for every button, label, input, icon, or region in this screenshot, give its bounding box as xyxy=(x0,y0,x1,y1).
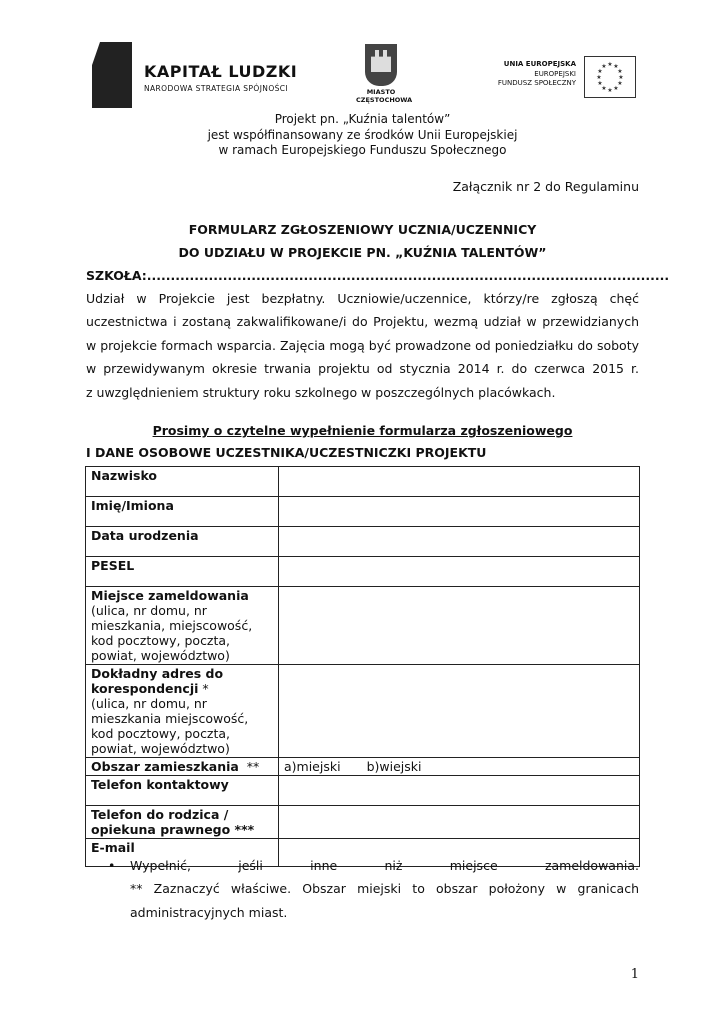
svg-text:★: ★ xyxy=(596,74,602,81)
adres-note: (ulica, nr domu, nr mieszkania miejscowość, kod pocztowy, poczta, powiat, województwo) xyxy=(91,696,249,756)
svg-text:★: ★ xyxy=(601,85,607,92)
kapital-ludzki-subtitle: NARODOWA STRATEGIA SPÓJNOŚCI xyxy=(144,84,289,93)
label-data-urodzenia: Data urodzenia xyxy=(86,527,279,557)
svg-text:★: ★ xyxy=(618,74,624,81)
form-title-line-2: DO UDZIAŁU W PROJEKCIE PN. „KUŹNIA TALENTÓW” xyxy=(178,245,547,260)
label-telefon: Telefon kontaktowy xyxy=(86,776,279,806)
eu-logo-line1: UNIA EUROPEJSKA xyxy=(503,60,576,68)
input-miejsce-zameldowania[interactable] xyxy=(279,587,640,665)
label-nazwisko: Nazwisko xyxy=(86,467,279,497)
table-row xyxy=(86,557,640,587)
label-miejsce-zameldowania: Miejsce zameldowania (ulica, nr domu, nr mieszkania, miejscowość, kod pocztowy, poczta, powiat, województwo) xyxy=(86,587,279,665)
input-nazwisko[interactable] xyxy=(279,467,640,497)
description-line: uczestnictwa i zostaną zakwalifikowane/i do Projektu, wezmą udział w przewidzianych xyxy=(86,314,639,330)
input-telefon-rodzica[interactable] xyxy=(279,806,640,839)
intro-line-2: jest współfinansowany ze środków Unii Europejskiej xyxy=(207,128,518,142)
intro-line-1: Projekt pn. „Kuźnia talentów” xyxy=(274,112,451,126)
svg-text:★: ★ xyxy=(597,68,603,75)
label-adres-korespondencji: Dokładny adres do korespondencji * (ulica, nr domu, nr mieszkania miejscowość, kod pocztowy, poczta, powiat, województwo) xyxy=(86,665,279,758)
kapital-ludzki-mark-icon xyxy=(92,42,132,108)
table-row xyxy=(86,587,640,665)
input-obszar-zamieszkania xyxy=(279,758,640,776)
input-pesel[interactable] xyxy=(279,557,640,587)
request-heading: Prosimy o czytelne wypełnienie formularza zgłoszeniowego xyxy=(152,423,573,438)
description-paragraph xyxy=(86,287,639,404)
city-logo-line1: MIASTO xyxy=(366,88,396,96)
table-row xyxy=(86,467,640,497)
description-line: z uwzględnieniem struktury roku szkolnego w poszczególnych placówkach. xyxy=(86,384,556,400)
table-row xyxy=(86,806,640,839)
eu-logo-line3: FUNDUSZ SPOŁECZNY xyxy=(497,79,576,87)
page-number: 1 xyxy=(630,967,639,982)
description-line: w przewidywanym okresie trwania projektu od stycznia 2014 r. do czerwca 2015 r. xyxy=(86,361,639,377)
svg-text:★: ★ xyxy=(601,63,607,70)
label-pesel: PESEL xyxy=(86,557,279,587)
footnotes xyxy=(130,854,639,924)
school-field[interactable]: SZKOŁA:.............................................................................................................. xyxy=(86,268,670,283)
description-line: w projekcie formach wsparcia. Zajęcia mogą być prowadzone od poniedziałku do soboty xyxy=(86,337,639,353)
input-telefon[interactable] xyxy=(279,776,640,806)
section-1-heading: I DANE OSOBOWE UCZESTNIKA/UCZESTNICZKI PROJEKTU xyxy=(86,445,487,460)
miejsce-note: (ulica, nr domu, nr mieszkania, miejscowość, kod pocztowy, poczta, powiat, województwo) xyxy=(91,603,253,663)
table-row xyxy=(86,758,640,776)
label-telefon-rodzica: Telefon do rodzica / opiekuna prawnego *** xyxy=(86,806,279,839)
table-row xyxy=(86,776,640,806)
svg-text:★: ★ xyxy=(607,61,613,68)
form-title-line-1: FORMULARZ ZGŁOSZENIOWY UCZNIA/UCZENNICY xyxy=(188,222,537,237)
table-row xyxy=(86,497,640,527)
svg-text:★: ★ xyxy=(613,63,619,70)
table-row xyxy=(86,527,640,557)
label-obszar-zamieszkania: Obszar zamieszkania ** xyxy=(86,758,279,776)
label-email: E-mail xyxy=(86,839,279,867)
eu-logo-text xyxy=(476,60,576,89)
svg-text:★: ★ xyxy=(597,80,603,87)
eu-logo-line2: EUROPEJSKI xyxy=(534,69,576,78)
input-imie[interactable] xyxy=(279,497,640,527)
intro-line-3: w ramach Europejskiego Funduszu Społecznego xyxy=(218,143,507,157)
annex-label: Załącznik nr 2 do Regulaminu xyxy=(452,179,639,194)
city-logo-line2: CZĘSTOCHOWA xyxy=(356,96,413,104)
option-miejski[interactable]: a)miejski xyxy=(284,759,341,774)
kapital-ludzki-title: KAPITAŁ LUDZKI xyxy=(144,62,298,81)
footnote-line-3: administracyjnych miast. xyxy=(130,904,288,920)
input-adres-korespondencji[interactable] xyxy=(279,665,640,758)
svg-text:★: ★ xyxy=(617,80,623,87)
personal-data-table xyxy=(85,466,640,867)
footnote-bullet: • xyxy=(108,858,116,873)
description-line: Udział w Projekcie jest bezpłatny. Uczniowie/uczennice, którzy/re zgłoszą chęć xyxy=(86,291,639,306)
table-row xyxy=(86,665,640,758)
eu-flag-icon xyxy=(584,56,636,98)
svg-text:★: ★ xyxy=(607,87,613,94)
svg-text:★: ★ xyxy=(617,68,623,75)
svg-text:★: ★ xyxy=(613,85,619,92)
city-coat-of-arms-icon xyxy=(365,44,397,86)
option-wiejski[interactable]: b)wiejski xyxy=(366,759,422,774)
input-data-urodzenia[interactable] xyxy=(279,527,640,557)
footnote-line-1: Wypełnić, jeśli inne niż miejsce zameldowania. xyxy=(130,858,639,873)
city-logo xyxy=(356,44,413,104)
label-imie: Imię/Imiona xyxy=(86,497,279,527)
kapital-ludzki-logo xyxy=(92,42,298,108)
footnote-line-2: ** Zaznaczyć właściwe. Obszar miejski to obszar położony w granicach xyxy=(130,881,639,897)
